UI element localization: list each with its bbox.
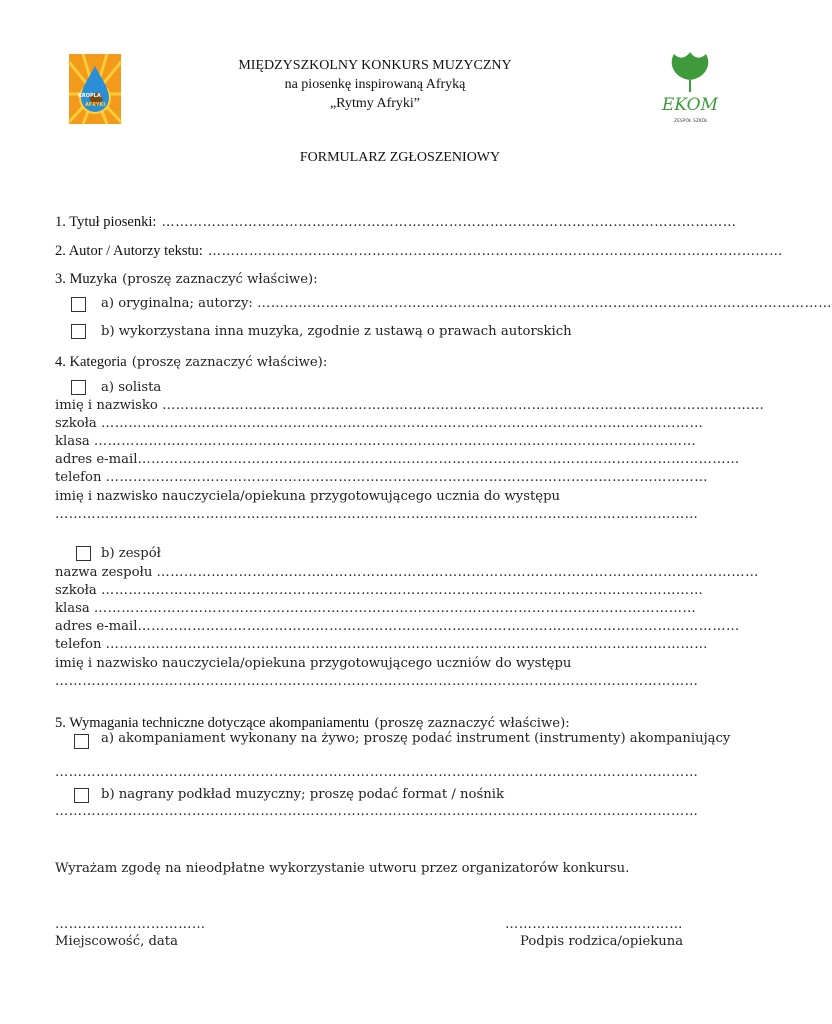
solo-email-row <box>55 452 740 468</box>
place-date-line[interactable]: …………………………… <box>55 917 206 932</box>
contest-title: MIĘDZYSZKOLNY KONKURS MUZYCZNY <box>238 58 512 73</box>
group-class-line[interactable]: …………………………………………………………………………………………………………………… <box>93 601 697 616</box>
q5-option-b-label: b) nagrany podkład muzyczny; proszę podać format / nośnik <box>101 787 504 802</box>
group-school-line[interactable]: …………………………………………………………………………………………………………………… <box>101 583 704 598</box>
contest-logo-text-bottom: AFRYKI <box>85 102 106 108</box>
q3-row <box>55 268 318 288</box>
solo-name-row <box>55 398 765 414</box>
school-logo <box>660 50 720 128</box>
group-phone-label: telefon <box>55 637 102 652</box>
solo-school-row <box>55 416 704 432</box>
parent-signature-label: Podpis rodzica/opiekuna <box>520 934 684 949</box>
q4-solo-checkbox[interactable] <box>71 380 86 395</box>
q5-format-line[interactable]: …………………………………………………………………………………………………………………………… <box>55 804 699 819</box>
group-school-row <box>55 583 704 599</box>
solo-phone-label: telefon <box>55 470 102 485</box>
q1-label: 1. Tytuł piosenki: <box>55 214 157 230</box>
group-phone-row <box>55 637 708 653</box>
contest-name: „Rytmy Afryki” <box>329 96 421 111</box>
group-email-row <box>55 619 740 635</box>
solo-phone-row <box>55 470 708 486</box>
solo-teacher-label: imię i nazwisko nauczyciela/opiekuna przygotowującego ucznia do występu <box>55 489 561 504</box>
q1-answer-line[interactable]: ……………………………………………………………………………………………………………… <box>161 215 737 230</box>
consent-statement: Wyrażam zgodę na nieodpłatne wykorzystanie utworu przez organizatorów konkursu. <box>55 861 630 876</box>
q2-answer-line[interactable]: ……………………………………………………………………………………………………………… <box>207 244 783 259</box>
q4-hint: (proszę zaznaczyć właściwe): <box>131 355 328 370</box>
group-name-label: nazwa zespołu <box>55 565 153 580</box>
q3-hint: (proszę zaznaczyć właściwe): <box>122 272 318 287</box>
group-name-line[interactable]: …………………………………………………………………………………………………………………… <box>156 565 759 580</box>
parent-signature-line[interactable]: ………………………………… <box>505 917 683 932</box>
form-title: FORMULARZ ZGŁOSZENIOWY <box>299 150 501 165</box>
group-teacher-label: imię i nazwisko nauczyciela/opiekuna przygotowującego uczniów do występu <box>55 656 572 671</box>
contest-logo-text-top: KROPLA <box>78 93 101 99</box>
q3-option-b-checkbox[interactable] <box>71 324 86 339</box>
q5-hint: (proszę zaznaczyć właściwe): <box>374 716 570 731</box>
group-email-line[interactable]: …………………………………………………………………………………………………………………… <box>137 619 740 634</box>
q4-solo-label: a) solista <box>101 380 162 395</box>
solo-name-label: imię i nazwisko <box>55 398 158 413</box>
q5-row <box>55 712 570 732</box>
svg-text:EKOM: EKOM <box>662 95 718 115</box>
q2-label: 2. Autor / Autorzy tekstu: <box>55 243 203 259</box>
q4-label: 4. Kategoria <box>55 354 127 370</box>
q5-label: 5. Wymagania techniczne dotyczące akompaniamentu <box>55 715 370 731</box>
group-class-row <box>55 601 697 617</box>
solo-school-line[interactable]: …………………………………………………………………………………………………………………… <box>101 416 704 431</box>
q5-option-a-checkbox[interactable] <box>74 734 89 749</box>
solo-school-label: szkoła <box>55 416 97 431</box>
solo-email-label: adres e-mail <box>55 452 138 467</box>
q3-label: 3. Muzyka <box>55 271 118 287</box>
group-school-label: szkoła <box>55 583 97 598</box>
place-date-label: Miejscowość, data <box>55 934 178 949</box>
solo-phone-line[interactable]: …………………………………………………………………………………………………………………… <box>105 470 708 485</box>
q5-option-b-checkbox[interactable] <box>74 788 89 803</box>
solo-email-line[interactable]: …………………………………………………………………………………………………………………… <box>137 452 740 467</box>
q4-group-label: b) zespół <box>101 546 161 561</box>
solo-class-label: klasa <box>55 434 90 449</box>
q3-authors-line[interactable]: ……………………………………………………………………………………………………………… <box>257 296 832 311</box>
q3-option-a-checkbox[interactable] <box>71 297 86 312</box>
contest-logo <box>69 54 121 124</box>
q4-row <box>55 351 327 371</box>
q2-row <box>55 240 783 260</box>
q5-instrument-line[interactable]: …………………………………………………………………………………………………………………………… <box>55 765 699 780</box>
solo-teacher-line[interactable]: …………………………………………………………………………………………………………………………… <box>55 507 699 522</box>
q4-group-checkbox[interactable] <box>76 546 91 561</box>
q3-option-a <box>101 296 832 312</box>
group-name-row <box>55 565 759 581</box>
school-logo-caption: ZESPÓŁ SZKÓŁ <box>674 119 708 124</box>
q1-row <box>55 211 737 231</box>
solo-class-row <box>55 434 697 450</box>
solo-class-line[interactable]: …………………………………………………………………………………………………………………… <box>93 434 697 449</box>
q3-option-a-label: a) oryginalna; autorzy: <box>101 296 253 311</box>
contest-logo-graphic <box>69 54 121 124</box>
group-email-label: adres e-mail <box>55 619 138 634</box>
solo-name-line[interactable]: …………………………………………………………………………………………………………………… <box>162 398 765 413</box>
group-phone-line[interactable]: …………………………………………………………………………………………………………………… <box>105 637 708 652</box>
group-teacher-line[interactable]: …………………………………………………………………………………………………………………………… <box>55 674 699 689</box>
ginkgo-leaf-icon <box>660 50 720 118</box>
group-class-label: klasa <box>55 601 90 616</box>
contest-subtitle: na piosenkę inspirowaną Afryką <box>284 77 466 92</box>
q5-option-a-label: a) akompaniament wykonany na żywo; proszę podać instrument (instrumenty) akompaniujący <box>101 731 731 746</box>
q3-option-b-label: b) wykorzystana inna muzyka, zgodnie z ustawą o prawach autorskich <box>101 324 572 339</box>
